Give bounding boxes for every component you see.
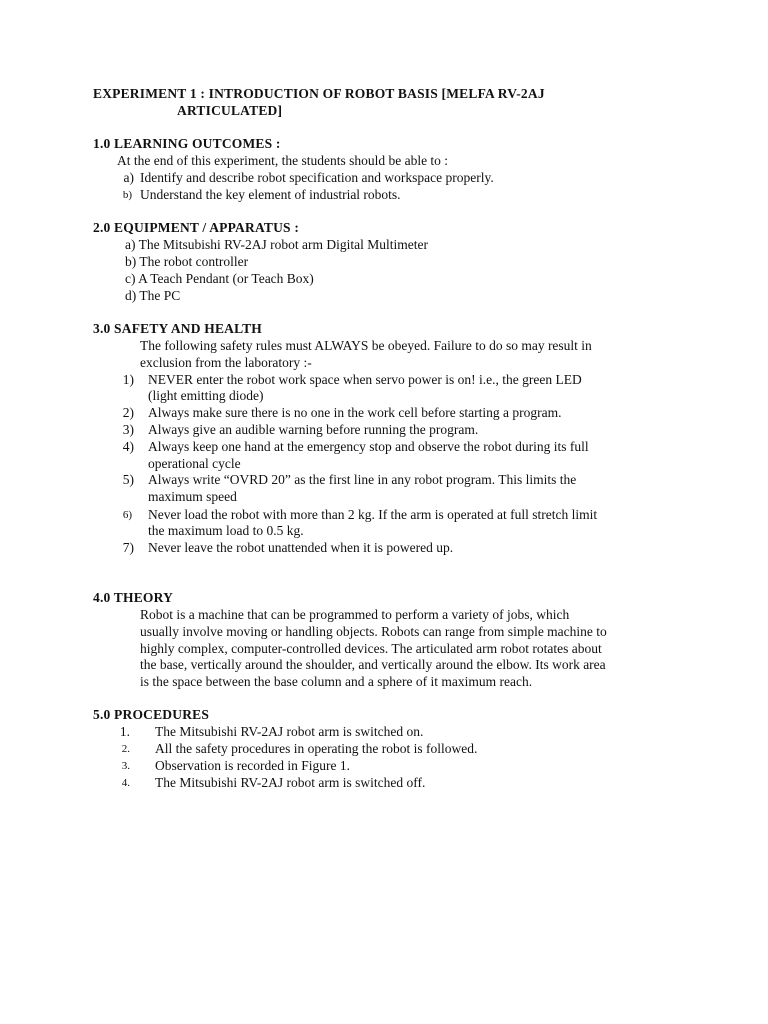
safety-intro-continued: exclusion from the laboratory :- xyxy=(140,355,312,370)
rule-text: Always write “OVRD 20” as the first line in any robot program. This limits the xyxy=(148,472,577,487)
section-heading-procedures: 5.0 PROCEDURES xyxy=(93,707,210,722)
theory-text: the base, vertically around the shoulder, and vertically around the elbow. Its work area xyxy=(140,657,606,672)
document-title: EXPERIMENT 1 : INTRODUCTION OF ROBOT BASIS [MELFA RV-2AJ xyxy=(93,86,545,101)
rule-text-continued: the maximum load to 0.5 kg. xyxy=(148,523,304,538)
procedure-step: Observation is recorded in Figure 1. xyxy=(155,758,350,773)
list-item: a) The Mitsubishi RV-2AJ robot arm Digital Multimeter xyxy=(125,237,429,252)
rule-text-continued: maximum speed xyxy=(148,489,237,504)
rule-marker: 4) xyxy=(122,439,134,454)
procedure-marker: 3. xyxy=(121,760,130,772)
procedure-step: The Mitsubishi RV-2AJ robot arm is switched on. xyxy=(155,724,424,739)
rule-text-continued: (light emitting diode) xyxy=(148,388,264,403)
theory-text: Robot is a machine that can be programmed to perform a variety of jobs, which xyxy=(140,607,570,622)
list-marker: b) xyxy=(122,189,132,201)
section-heading-outcomes: 1.0 LEARNING OUTCOMES : xyxy=(93,136,281,151)
rule-text: Always give an audible warning before running the program. xyxy=(148,422,479,437)
section-heading-safety: 3.0 SAFETY AND HEALTH xyxy=(93,321,262,336)
list-item: c) A Teach Pendant (or Teach Box) xyxy=(125,271,314,286)
rule-marker: 7) xyxy=(122,540,134,555)
rule-text: Never load the robot with more than 2 kg. If the arm is operated at full stretch limit xyxy=(148,507,598,522)
list-item: Understand the key element of industrial robots. xyxy=(140,187,401,202)
list-item: b) The robot controller xyxy=(125,254,249,269)
section-heading-theory: 4.0 THEORY xyxy=(93,590,174,605)
list-item: d) The PC xyxy=(125,288,181,303)
theory-text: highly complex, computer-controlled devices. The articulated arm robot rotates about xyxy=(140,641,602,656)
procedure-step: The Mitsubishi RV-2AJ robot arm is switched off. xyxy=(155,775,426,790)
list-marker: a) xyxy=(123,170,134,185)
rule-text-continued: operational cycle xyxy=(148,456,241,471)
document-title-continued: ARTICULATED] xyxy=(177,103,283,118)
rule-text: Never leave the robot unattended when it is powered up. xyxy=(148,540,454,555)
safety-intro: The following safety rules must ALWAYS be obeyed. Failure to do so may result in xyxy=(140,338,592,353)
rule-marker: 5) xyxy=(122,472,134,487)
outcomes-intro: At the end of this experiment, the students should be able to : xyxy=(117,153,449,168)
rule-text: Always keep one hand at the emergency stop and observe the robot during its full xyxy=(148,439,589,454)
theory-text: usually involve moving or handling objects. Robots can range from simple machine to xyxy=(140,624,607,639)
rule-text: NEVER enter the robot work space when servo power is on! i.e., the green LED xyxy=(148,372,582,387)
rule-marker: 6) xyxy=(122,509,132,521)
procedure-step: All the safety procedures in operating the robot is followed. xyxy=(155,741,478,756)
rule-marker: 3) xyxy=(122,422,134,437)
procedure-marker: 2. xyxy=(121,743,130,755)
theory-text: is the space between the base column and a sphere of it maximum reach. xyxy=(140,674,533,689)
procedure-marker: 4. xyxy=(121,777,130,789)
rule-marker: 2) xyxy=(122,405,134,420)
rule-text: Always make sure there is no one in the work cell before starting a program. xyxy=(148,405,562,420)
procedure-marker: 1. xyxy=(119,724,130,739)
section-heading-equipment: 2.0 EQUIPMENT / APPARATUS : xyxy=(93,220,300,235)
list-item: Identify and describe robot specification and workspace properly. xyxy=(140,170,494,185)
rule-marker: 1) xyxy=(122,372,134,387)
